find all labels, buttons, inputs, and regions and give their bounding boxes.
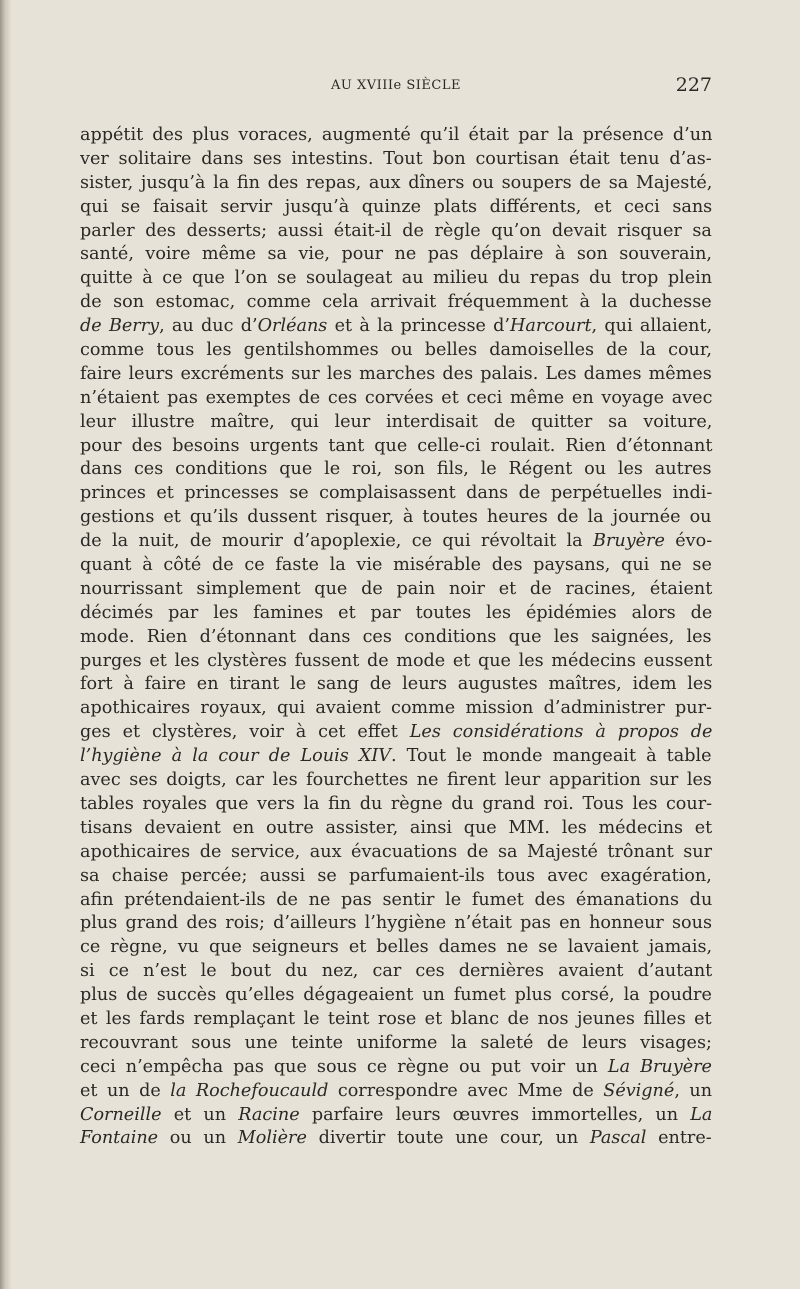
text-line: [80, 697, 712, 721]
text-run: et à la princesse d’: [327, 316, 511, 337]
text-run: plus grand des rois; d’ailleurs l’hygiène n’était pas en honneur sous: [80, 913, 712, 934]
text-line: [80, 243, 712, 267]
text-run: si ce n’est le bout du nez, car ces dernières avaient d’autant: [80, 961, 713, 982]
text-line: [80, 1104, 712, 1128]
italic-text: Pascal: [589, 1128, 647, 1149]
text-line: [80, 530, 712, 554]
text-run: ce règne, vu que seigneurs et belles dames ne se lavaient jamais,: [80, 937, 713, 958]
text-run: santé, voire même sa vie, pour ne pas déplaire à son souverain,: [80, 244, 713, 265]
text-line: [80, 172, 712, 196]
text-run: purges et les clystères fussent de mode et que les médecins eussent: [80, 650, 713, 671]
text-line: [80, 984, 712, 1008]
text-line: [80, 124, 712, 148]
text-line: [80, 482, 712, 506]
italic-text: Molière: [237, 1128, 307, 1149]
text-run: de son estomac, comme cela arrivait fréquemment à la duchesse: [80, 292, 712, 313]
text-run: parler des desserts; aussi était-il de règle qu’on devait risquer sa: [80, 220, 712, 241]
text-run: apothicaires de service, aux évacuations de sa Majesté trônant sur: [80, 841, 713, 862]
text-line: [80, 220, 712, 244]
italic-text: la Rochefoucauld: [170, 1080, 329, 1101]
text-run: . Tout le monde mangeait à table: [391, 746, 712, 767]
text-run: , un: [674, 1080, 713, 1101]
italic-text: Sévigné: [603, 1080, 675, 1101]
italic-text: La: [690, 1104, 713, 1125]
text-run: parfaire leurs œuvres immortelles, un: [299, 1104, 691, 1125]
text-line: [80, 435, 712, 459]
text-run: quant à côté de ce faste la vie misérable des paysans, qui ne se: [80, 555, 712, 576]
text-line: [80, 841, 712, 865]
text-line: [80, 769, 712, 793]
text-run: tisans devaient en outre assister, ainsi que MM. les médecins et: [80, 817, 713, 838]
text-line: [80, 148, 712, 172]
italic-text: l’hygiène à la cour de Louis XIV: [80, 746, 391, 767]
text-run: faire leurs excréments sur les marches des palais. Les dames mêmes: [80, 363, 712, 384]
text-line: [80, 315, 712, 339]
text-line: [80, 817, 712, 841]
text-run: princes et princesses se complaisassent dans de perpétuelles indi-: [80, 483, 713, 504]
text-run: quitte à ce que l’on se soulageat au milieu du repas du trop plein: [80, 268, 713, 289]
text-line: [80, 673, 712, 697]
italic-text: Harcourt: [510, 316, 592, 337]
italic-text: Les considérations à propos de: [409, 722, 713, 743]
text-run: décimés par les famines et par toutes les épidémies alors de: [80, 602, 713, 623]
text-run: ges et clystères, voir à cet effet: [80, 722, 410, 743]
text-line: [80, 411, 712, 435]
italic-text: Orléans: [257, 316, 328, 337]
text-line: [80, 793, 712, 817]
text-run: nourrissant simplement que de pain noir et de racines, étaient: [80, 578, 713, 599]
text-run: comme tous les gentilshommes ou belles damoiselles de la cour,: [80, 340, 712, 361]
text-run: fort à faire en tirant le sang de leurs augustes maîtres, idem les: [80, 674, 713, 695]
text-run: n’étaient pas exemptes de ces corvées et ceci même en voyage avec: [80, 387, 713, 408]
text-line: [80, 578, 712, 602]
text-line: [80, 1008, 712, 1032]
text-line: [80, 865, 712, 889]
text-line: [80, 1056, 712, 1080]
italic-text: Fontaine: [80, 1128, 159, 1149]
text-run: appétit des plus voraces, augmenté qu’il était par la présence d’un: [80, 125, 713, 145]
text-line: [80, 721, 712, 745]
text-run: , au duc d’: [159, 316, 258, 337]
running-head: [80, 74, 712, 104]
text-run: pour des besoins urgents tant que celle-ci roulait. Rien d’étonnant: [80, 435, 713, 456]
text-line: [80, 912, 712, 936]
text-run: de la nuit, de mourir d’apoplexie, ce qui révoltait la: [80, 531, 594, 552]
text-line: [80, 196, 712, 220]
text-line: [80, 936, 712, 960]
text-line: [80, 650, 712, 674]
text-line: [80, 602, 712, 626]
text-line: [80, 267, 712, 291]
text-line: [80, 626, 712, 650]
text-run: ver solitaire dans ses intestins. Tout bon courtisan était tenu d’as-: [80, 148, 712, 169]
italic-text: Corneille: [80, 1104, 162, 1125]
text-run: apothicaires royaux, qui avaient comme mission d’administrer pur-: [80, 698, 712, 719]
text-run: qui se faisait servir jusqu’à quinze plats différents, et ceci sans: [80, 196, 713, 217]
text-line: [80, 387, 712, 411]
text-line: [80, 458, 712, 482]
text-run: correspondre avec Mme de: [328, 1080, 604, 1101]
text-line: [80, 889, 712, 913]
text-line: [80, 1080, 712, 1104]
text-line: [80, 1127, 712, 1151]
text-line: [80, 745, 712, 769]
text-run: divertir toute une cour, un: [306, 1128, 590, 1149]
text-line: [80, 291, 712, 315]
text-run: , qui allaient,: [591, 316, 713, 337]
text-run: entre-: [646, 1128, 712, 1149]
text-run: gestions et qu’ils dussent risquer, à toutes heures de la journée ou: [80, 507, 712, 528]
text-line: [80, 960, 712, 984]
italic-text: Racine: [238, 1104, 300, 1125]
text-run: évo-: [664, 531, 713, 552]
text-line: [80, 506, 712, 530]
italic-text: Bruyère: [593, 531, 665, 552]
text-run: afin prétendaient-ils de ne pas sentir le fumet des émanations du: [80, 889, 713, 910]
italic-text: La Bruyère: [607, 1056, 712, 1077]
text-run: leur illustre maître, qui leur interdisait de quitter sa voiture,: [80, 411, 713, 432]
text-line: [80, 554, 712, 578]
page-edge-shadow: [0, 0, 12, 1289]
text-run: et les fards remplaçant le teint rose et blanc de nos jeunes filles et: [80, 1008, 712, 1029]
text-run: plus de succès qu’elles dégageaient un fumet plus corsé, la poudre: [80, 985, 712, 1006]
running-title: AU XVIIIe SIÈCLE: [331, 78, 461, 93]
text-run: tables royales que vers la fin du règne du grand roi. Tous les cour-: [80, 793, 713, 814]
text-line: [80, 1032, 712, 1056]
page-number: 227: [675, 74, 712, 96]
text-run: mode. Rien d’étonnant dans ces conditions que les saignées, les: [80, 626, 712, 647]
text-line: [80, 339, 712, 363]
text-run: ceci n’empêcha pas que sous ce règne ou put voir un: [80, 1056, 608, 1077]
italic-text: de Berry: [80, 316, 160, 337]
text-run: recouvrant sous une teinte uniforme la saleté de leurs visages;: [80, 1032, 712, 1053]
text-run: dans ces conditions que le roi, son fils, le Régent ou les autres: [80, 459, 712, 480]
body-text: [80, 124, 712, 1151]
text-run: et un: [161, 1104, 239, 1125]
text-run: et un de: [80, 1080, 171, 1101]
text-run: sister, jusqu’à la fin des repas, aux dîners ou soupers de sa Majesté,: [80, 172, 713, 193]
text-run: sa chaise percée; aussi se parfumaient-ils tous avec exagération,: [80, 865, 712, 886]
text-run: ou un: [158, 1128, 238, 1149]
text-line: [80, 363, 712, 387]
text-run: avec ses doigts, car les fourchettes ne firent leur apparition sur les: [80, 770, 712, 791]
